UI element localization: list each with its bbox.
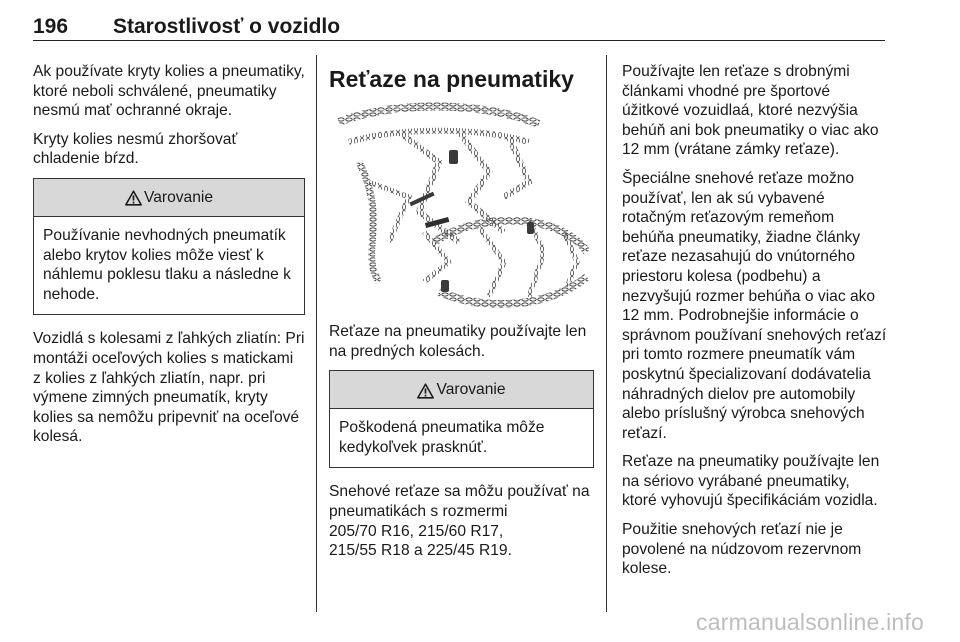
- column-divider-left: [316, 55, 317, 612]
- warning-triangle-icon: [417, 383, 434, 399]
- warning-box-tyres: [33, 178, 305, 315]
- tyre-sizes-line-2: 215/55 R18 a 225/45 R19.: [329, 542, 512, 560]
- page-number: 196: [33, 15, 69, 38]
- tyre-sizes-intro: Snehové reťaze sa môžu používať na pneumatikách s rozmermi: [329, 483, 590, 520]
- paragraph-special-chains: Špeciálne snehové reťaze možno používať, len ak sú vybavené rotačným reťazovým remeňom behúňa pneumatiky, žiadne články reťaze nezasahujú do vnútorného priestoru kolesa (podbehu) a nezvyšujú rozmer behúňa o viac ako 12 mm. Podrobnejšie informácie o správnom používaní snehových reťazí pri tomto rozmere pneumatík vám poskytnú špecializovaní dodávatelia náhradných dielov pre automobily alebo príslušný výrobca snehových reťazí.: [622, 169, 887, 442]
- column-middle: [329, 66, 594, 570]
- warning-header: [330, 371, 593, 409]
- section-title-snow-chains: Reťaze na pneumatiky: [329, 66, 574, 92]
- warning-text: Poškodená pneumatika môže kedykoľvek prasknúť.: [339, 419, 545, 456]
- warning-header: [34, 179, 304, 217]
- page-header: [33, 9, 885, 41]
- column-divider-right: [606, 55, 607, 612]
- paragraph-front-wheels: Reťaze na pneumatiky používajte len na predných kolesách.: [329, 323, 587, 360]
- paragraph-wheel-covers: Ak používate kryty kolies a pneumatiky, ktoré neboli schválené, pneumatiky nesmú mať ochranné okraje.: [33, 63, 305, 120]
- warning-text: Používanie nevhodných pneumatík alebo krytov kolies môže viesť k náhlemu poklesu tlaku a následne k nehode.: [43, 226, 291, 303]
- warning-title: Varovanie: [143, 188, 214, 206]
- page-title: Starostlivosť o vozidlo: [113, 15, 341, 38]
- column-right: [622, 62, 888, 588]
- column-left: [33, 62, 305, 456]
- warning-box-damaged-tyre: [329, 370, 594, 468]
- warning-body: [330, 409, 593, 467]
- paragraph-brake-cooling: Kryty kolies nesmú zhoršovať chladenie bŕzd.: [33, 130, 238, 168]
- warning-body: [34, 217, 304, 314]
- paragraph-tyre-sizes: [329, 482, 594, 560]
- snow-chain-illustration: [329, 102, 593, 310]
- warning-title: Varovanie: [436, 380, 506, 398]
- paragraph-alloy-wheels: Vozidlá s kolesami z ľahkých zliatín: Pri montáži oceľových kolies s matickami z kolies z ľahkých zliatín, napr. pri výmene zimných pneumatík, kryty kolies sa nemôžu pripevniť na oceľové kolesá.: [33, 330, 305, 446]
- watermark: carmanualsonline.info: [696, 609, 924, 635]
- paragraph-spare-wheel: Použitie snehových reťazí nie je povolené na núdzovom rezervnom kolese.: [622, 521, 862, 578]
- paragraph-standard-tyres: Reťaze na pneumatiky používajte len na sériovo vyrábané pneumatiky, ktoré vyhovujú špecifikáciám vozidla.: [622, 453, 880, 510]
- paragraph-fine-link-chains: Používajte len reťaze s drobnými článkami vhodné pre športové úžitkové vozuidlaá, ktoré nezvýšia behúň ani bok pneumatiky o viac ako 12 mm (vrátane zámky reťaze).: [622, 63, 879, 159]
- tyre-sizes-line-1: 205/70 R16, 215/60 R17,: [329, 522, 504, 540]
- snow-chain-icon: [329, 102, 593, 310]
- warning-triangle-icon: [125, 190, 142, 206]
